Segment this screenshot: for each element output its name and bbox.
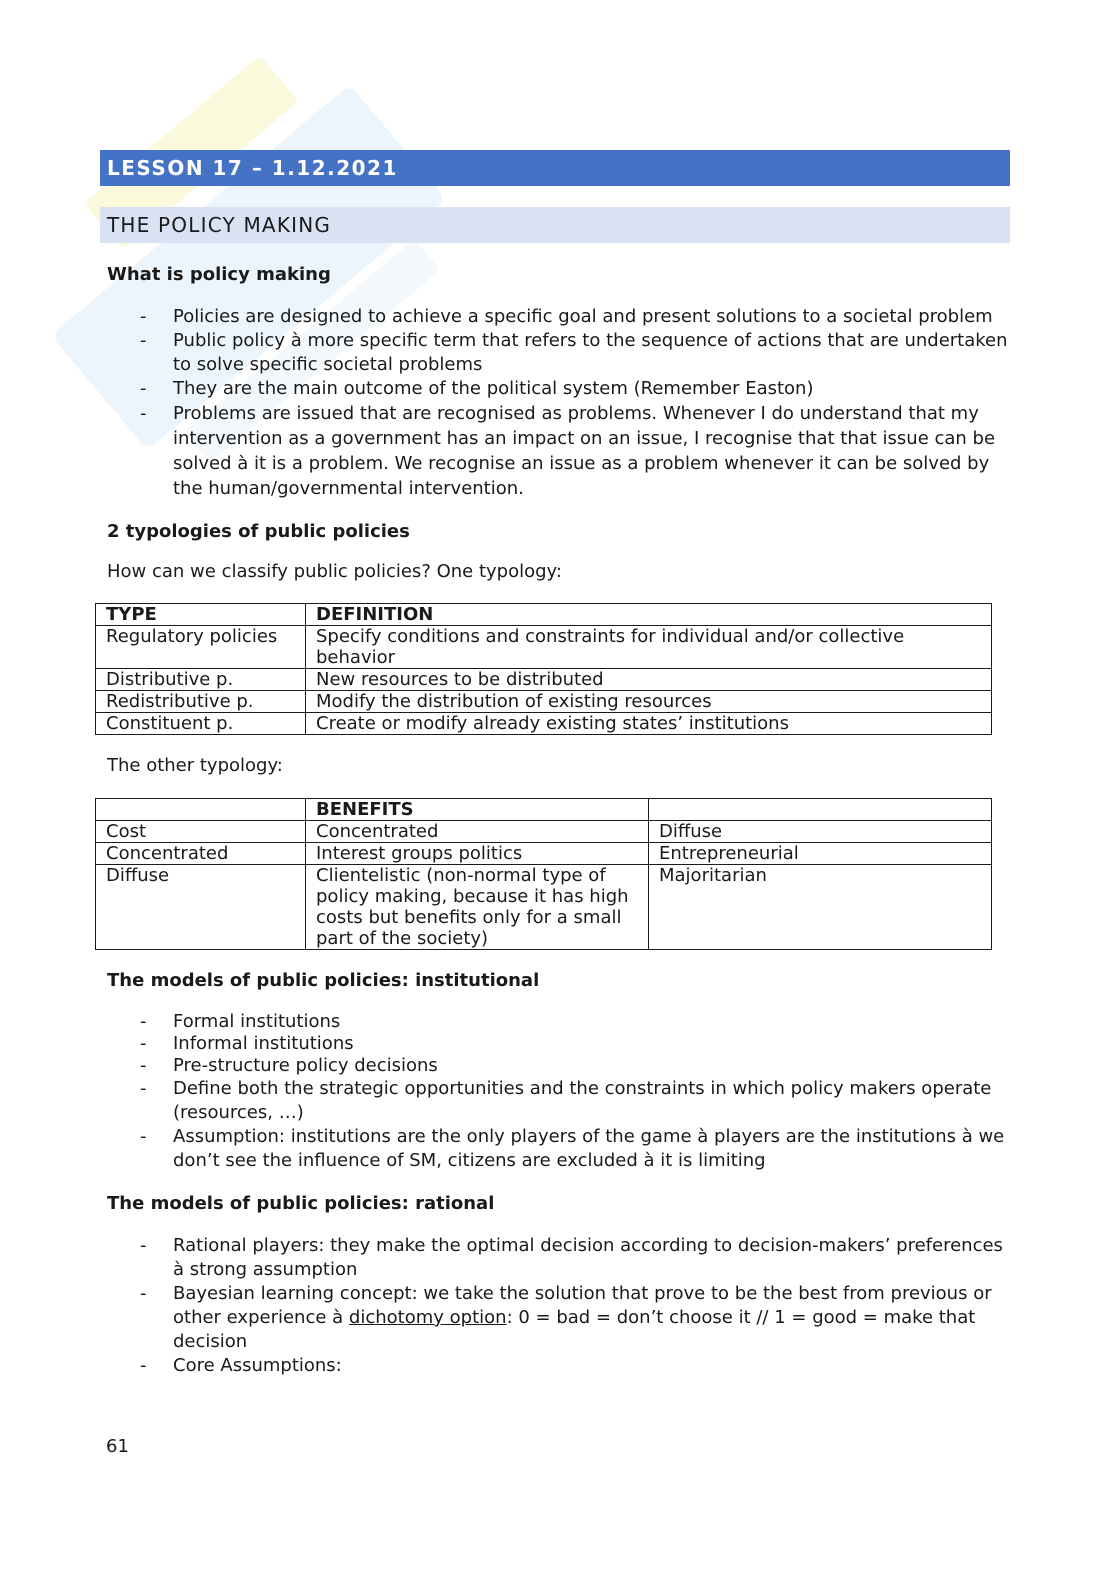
list-item	[100, 377, 1010, 401]
what-is-heading: What is policy making	[107, 264, 331, 285]
typology-table	[95, 603, 992, 735]
list-item-text: Rational players: they make the optimal decision according to decision-makers’ preferences à strong assumption	[173, 1235, 1003, 1280]
list-item-text: Policies are designed to achieve a specific goal and present solutions to a societal problem	[173, 306, 993, 327]
list-item-text: Problems are issued that are recognised as problems. Whenever I do understand that my intervention as a government has an impact on an issue, I recognise that that issue can be solved à it is a problem. We recognise an issue as a problem whenever it can be solved by the human/governmental intervention.	[173, 403, 996, 499]
dash-bullet: -	[140, 378, 147, 399]
table-cell: Interest groups politics	[306, 843, 649, 865]
table-cell: Specify conditions and constraints for individual and/or collective behavior	[306, 626, 992, 669]
lesson-title: LESSON 17 – 1.12.2021	[100, 150, 1010, 186]
table-cell: Create or modify already existing states’ institutions	[306, 713, 992, 735]
document-page	[100, 150, 1010, 1378]
typologies-heading: 2 typologies of public policies	[107, 521, 410, 542]
table-header-row	[96, 799, 992, 821]
list-item-text: Informal institutions	[173, 1033, 354, 1054]
table-cell: Constituent p.	[96, 713, 306, 735]
list-item-text: : 0 = bad = don’t choose it // 1 = good = make that decision	[173, 1307, 976, 1352]
list-item-text: Assumption: institutions are the only players of the game à players are the institutions à we don’t see the influence of SM, citizens are excluded à it is limiting	[173, 1126, 1005, 1171]
table-cell: Majoritarian	[649, 865, 992, 950]
dash-bullet: -	[140, 306, 147, 327]
table-cell: Redistributive p.	[96, 691, 306, 713]
table-row	[96, 843, 992, 865]
list-item	[100, 305, 1010, 329]
institutional-heading: The models of public policies: institutional	[107, 970, 540, 991]
list-item-text: Define both the strategic opportunities and the constraints in which policy makers operate (resources, …)	[173, 1078, 992, 1123]
table-cell: Entrepreneurial	[649, 843, 992, 865]
table-row	[96, 626, 992, 669]
table-cell: Modify the distribution of existing resources	[306, 691, 992, 713]
list-item	[100, 1077, 1010, 1125]
list-item-text: Bayesian learning concept: we take the solution that prove to be the best from previous or other experience à	[173, 1283, 992, 1328]
table-header-cell: TYPE	[96, 604, 306, 626]
dash-bullet: -	[140, 403, 147, 424]
dash-bullet: -	[140, 330, 147, 351]
table-header-cell: DEFINITION	[306, 604, 992, 626]
dash-bullet: -	[140, 1055, 147, 1076]
cost-benefit-table	[95, 798, 992, 950]
dash-bullet: -	[140, 1126, 147, 1147]
table-row	[96, 669, 992, 691]
table-cell: New resources to be distributed	[306, 669, 992, 691]
rational-list	[100, 1234, 1010, 1378]
list-item	[100, 1011, 1010, 1033]
table-cell: Diffuse	[649, 821, 992, 843]
dash-bullet: -	[140, 1033, 147, 1054]
dichotomy-option-link[interactable]: dichotomy option	[348, 1307, 507, 1328]
list-item-text: Public policy à more specific term that refers to the sequence of actions that are undertaken to solve specific societal problems	[173, 330, 1008, 375]
list-item	[100, 1282, 1010, 1354]
section-title: THE POLICY MAKING	[100, 207, 1010, 243]
table-row	[96, 713, 992, 735]
table-cell: Cost	[96, 821, 306, 843]
list-item-text: Pre-structure policy decisions	[173, 1055, 438, 1076]
table-header-cell	[96, 799, 306, 821]
list-item	[100, 329, 1010, 377]
table-header-cell: BENEFITS	[306, 799, 649, 821]
list-item	[100, 1055, 1010, 1077]
rational-heading: The models of public policies: rational	[107, 1193, 495, 1214]
dash-bullet: -	[140, 1011, 147, 1032]
table-cell: Distributive p.	[96, 669, 306, 691]
page-number: 61	[106, 1436, 129, 1457]
table-row	[96, 691, 992, 713]
list-item-text: Formal institutions	[173, 1011, 341, 1032]
list-item	[100, 401, 1010, 501]
typologies-intro: How can we classify public policies? One typology:	[107, 561, 562, 582]
dash-bullet: -	[140, 1355, 147, 1376]
list-item-text: They are the main outcome of the political system (Remember Easton)	[173, 378, 814, 399]
table-row	[96, 865, 992, 950]
table-cell: Diffuse	[96, 865, 306, 950]
table-row	[96, 821, 992, 843]
what-is-list	[100, 305, 1010, 501]
table-header-cell	[649, 799, 992, 821]
list-item	[100, 1033, 1010, 1055]
dash-bullet: -	[140, 1078, 147, 1099]
table-cell: Clientelistic (non-normal type of policy making, because it has high costs but benefits only for a small part of the society)	[306, 865, 649, 950]
table-header-row	[96, 604, 992, 626]
list-item	[100, 1354, 1010, 1378]
table-cell: Concentrated	[96, 843, 306, 865]
list-item	[100, 1234, 1010, 1282]
list-item	[100, 1125, 1010, 1173]
dash-bullet: -	[140, 1235, 147, 1256]
other-typology-intro: The other typology:	[107, 755, 283, 776]
institutional-list	[100, 1011, 1010, 1173]
table-cell: Regulatory policies	[96, 626, 306, 669]
dash-bullet: -	[140, 1283, 147, 1304]
list-item-text: Core Assumptions:	[173, 1355, 342, 1376]
table-cell: Concentrated	[306, 821, 649, 843]
